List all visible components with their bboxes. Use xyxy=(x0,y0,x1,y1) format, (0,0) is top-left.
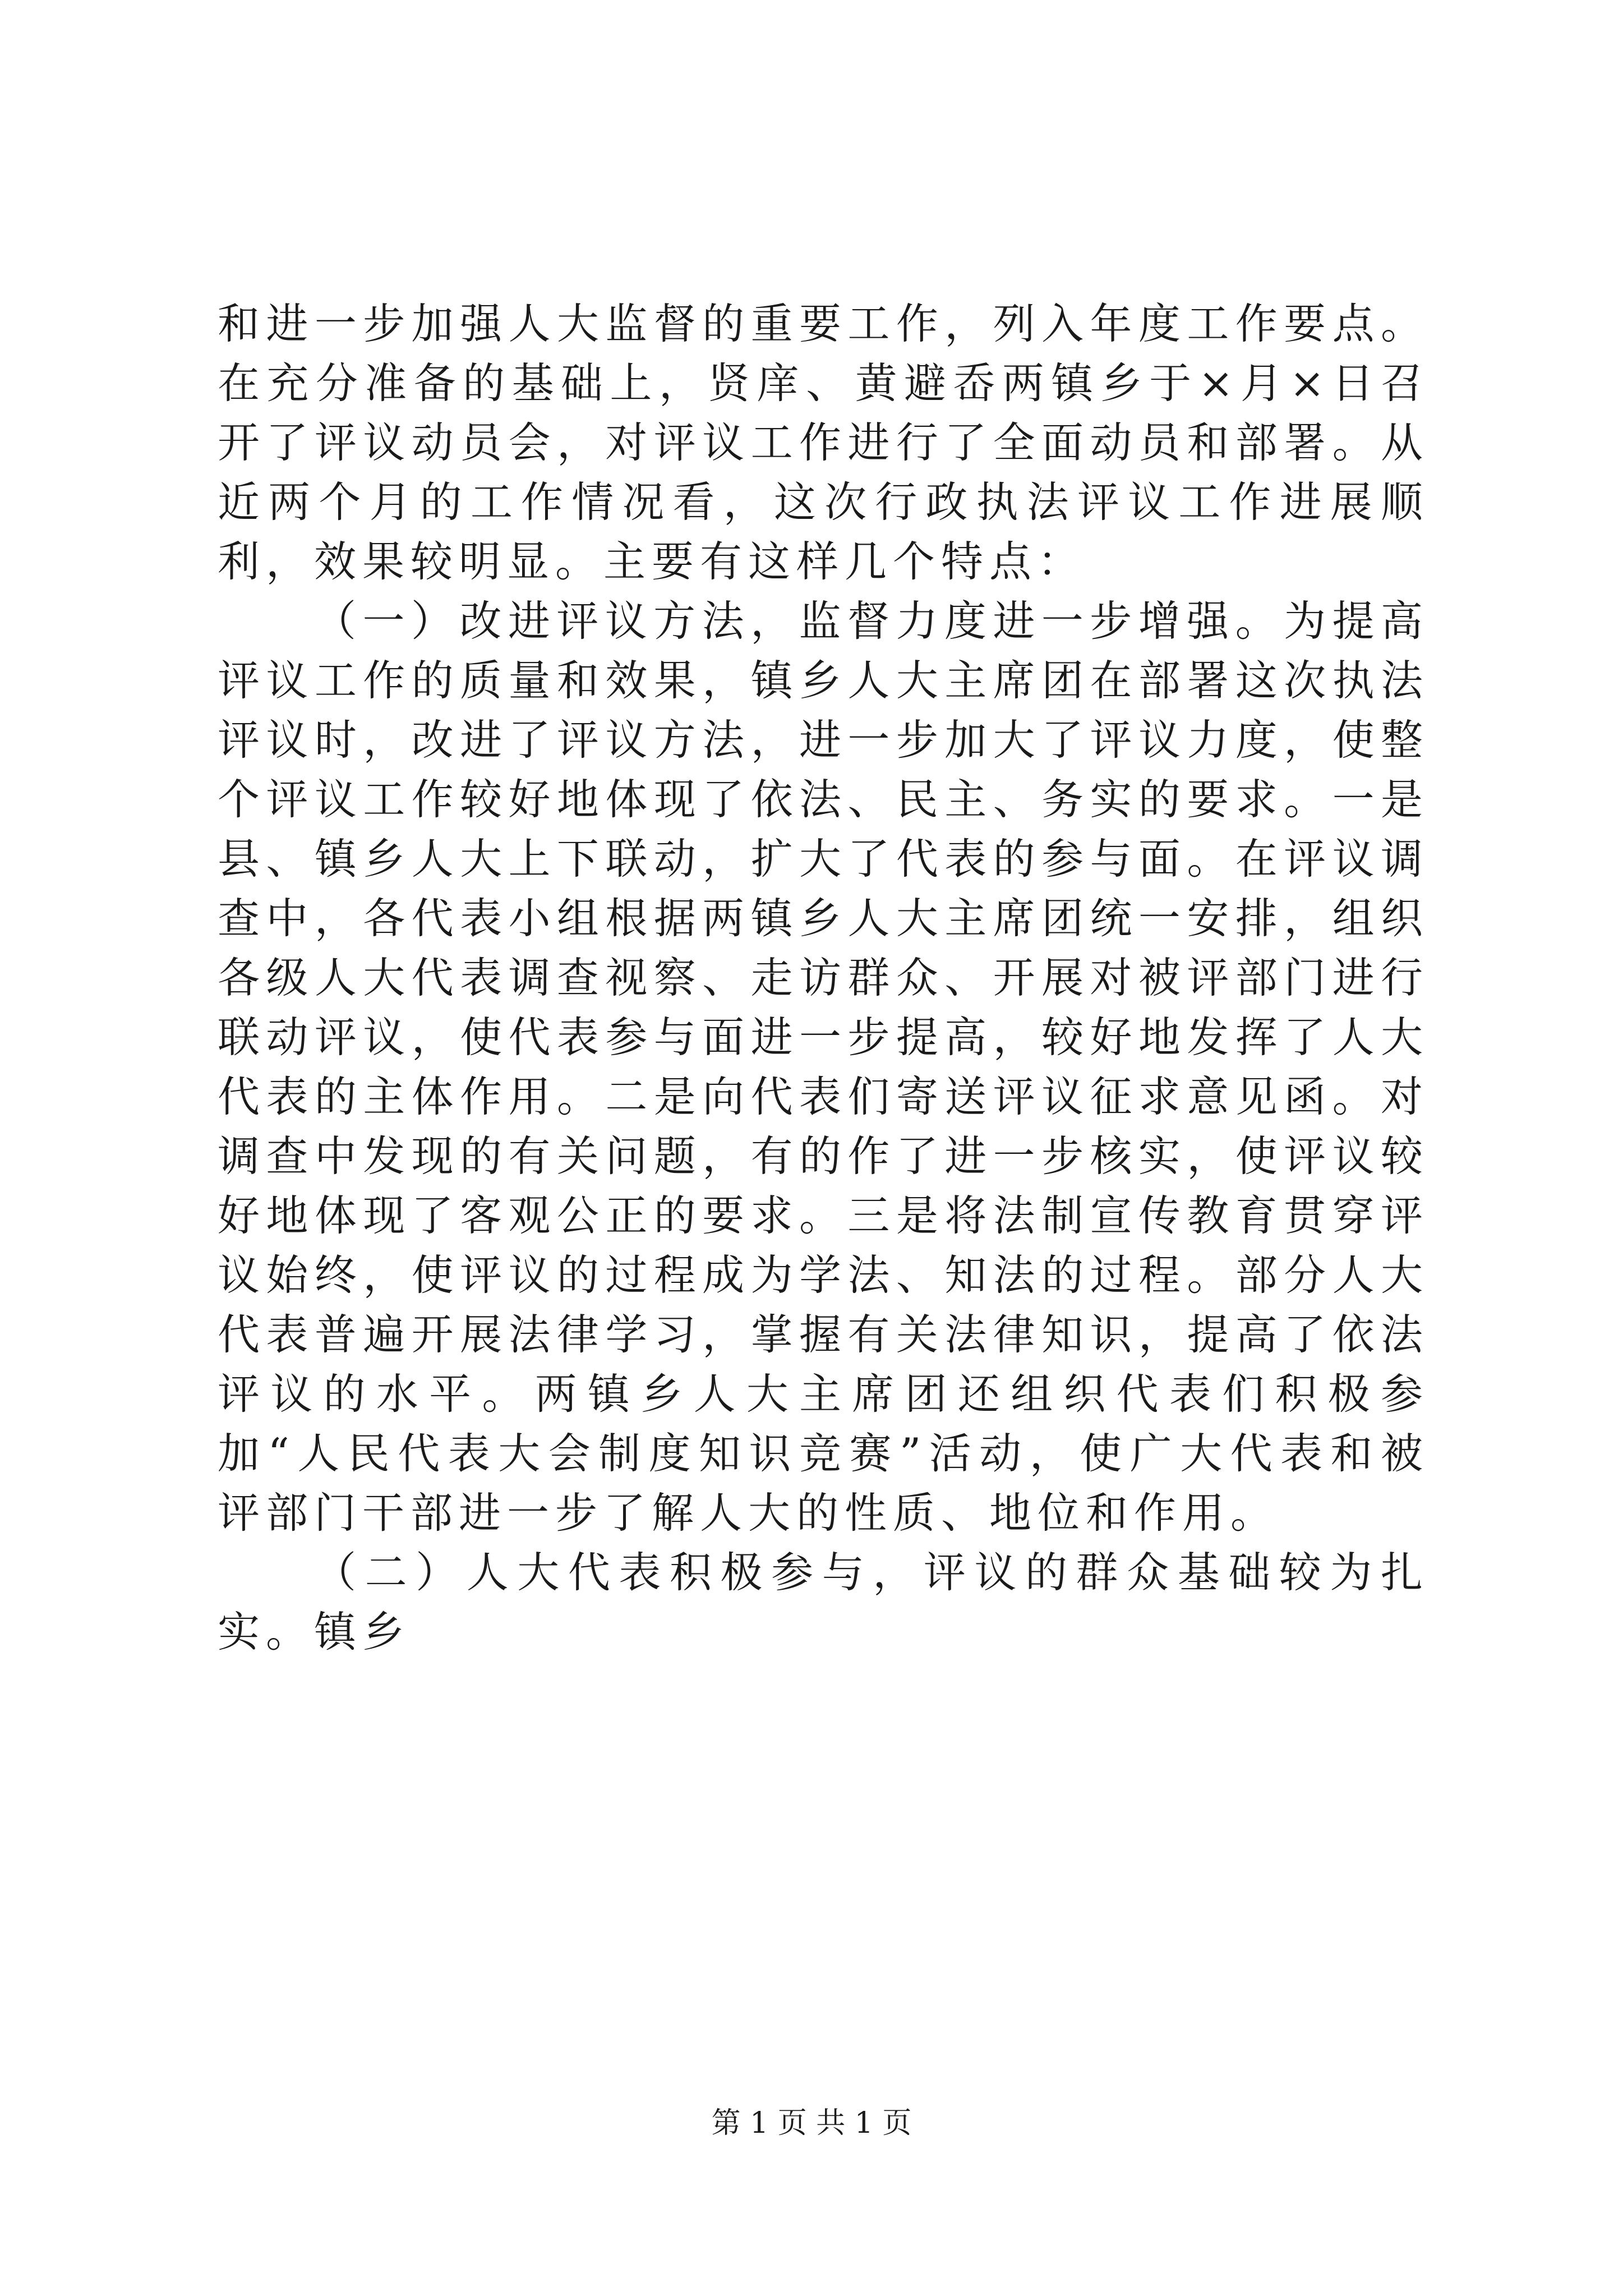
paragraph-continuation: 和进一步加强人大监督的重要工作，列入年度工作要点。在充分准备的基础上，贤庠、黄避岙两镇乡于×月×日召开了评议动员会，对评议工作进行了全面动员和部署。从近两个月的工作情况看，这次行政执法评议工作进展顺利，效果较明显。主要有这样几个特点： xyxy=(218,299,1429,586)
page-footer: 第 1 页 共 1 页 xyxy=(711,2106,912,2140)
document-body xyxy=(218,294,1429,1662)
paragraph-section-two: （二）人大代表积极参与，评议的群众基础较为扎实。镇乡 xyxy=(218,1548,1429,1657)
paragraph-section-one: （一）改进评议方法，监督力度进一步增强。为提高评议工作的质量和效果，镇乡人大主席团在部署这次执法评议时，改进了评议方法，进一步加大了评议力度，使整个评议工作较好地体现了依法、民主、务实的要求。一是县、镇乡人大上下联动，扩大了代表的参与面。在评议调查中，各代表小组根据两镇乡人大主席团统一安排，组织各级人大代表调查视察、走访群众、开展对被评部门进行联动评议，使代表参与面进一步提高，较好地发挥了人大代表的主体作用。二是向代表们寄送评议征求意见函。对调查中发现的有关问题，有的作了进一步核实，使评议较好地体现了客观公正的要求。三是将法制宣传教育贯穿评议始终，使评议的过程成为学法、知法的过程。部分人大代表普遍开展法律学习，掌握有关法律知识，提高了依法评议的水平。两镇乡人大主席团还组织代表们积极参加“人民代表大会制度知识竞赛”活动，使广大代表和被评部门干部进一步了解人大的性质、地位和作用。 xyxy=(218,596,1429,1538)
